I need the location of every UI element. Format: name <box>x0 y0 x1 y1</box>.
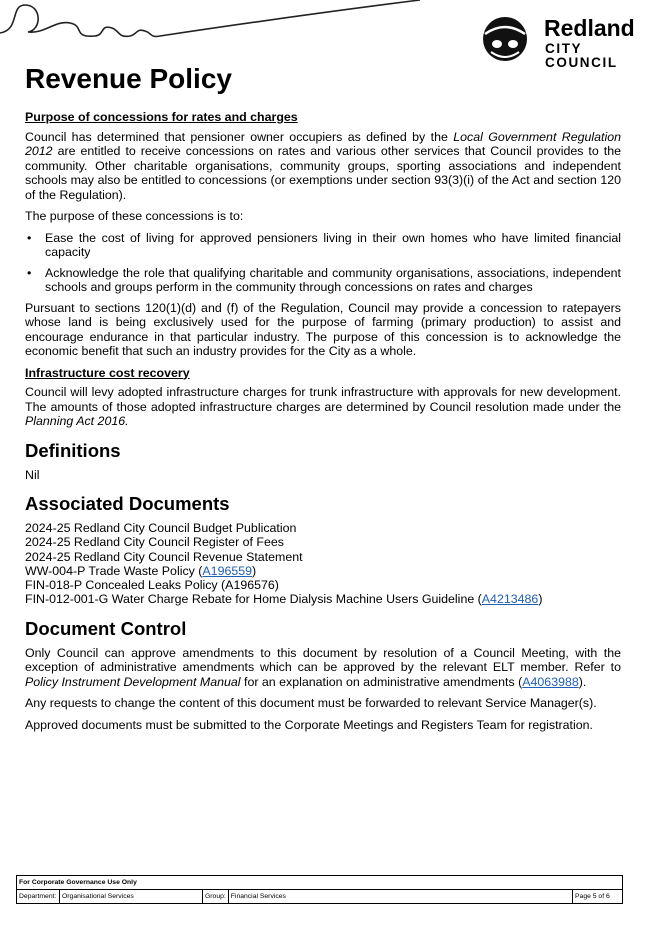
logo-subtitle: CITY COUNCIL <box>545 41 618 70</box>
concessions-heading: Purpose of concessions for rates and charges <box>25 110 298 124</box>
document-title: FIN-012-001-G Water Charge Rebate for Home Dialysis Machine Users Guideline ( <box>25 592 482 607</box>
infrastructure-heading: Infrastructure cost recovery <box>25 365 190 380</box>
text-span: Council will levy adopted infrastructure charges for trunk infrastructure with approvals for new development. The amounts of those adopted infrastructure charges are determined by Council resolution made under the <box>25 385 621 414</box>
associated-documents-heading: Associated Documents <box>25 493 230 514</box>
document-title: 2024-25 Redland City Council Register of Fees <box>25 535 284 550</box>
text-span: ) <box>252 563 257 578</box>
text-span: for an explanation on administrative amendments ( <box>240 674 523 689</box>
document-link-a196559[interactable]: A196559 <box>202 563 253 578</box>
table-row <box>17 876 623 890</box>
document-title: WW-004-P Trade Waste Policy ( <box>25 563 203 578</box>
group-label: Group: <box>203 890 229 904</box>
document-link-a4063988[interactable]: A4063988 <box>522 674 579 689</box>
infrastructure-paragraph <box>25 385 621 429</box>
bullet-text: Ease the cost of living for approved pensioners living in their own homes who have limited financial capacity <box>45 230 621 259</box>
document-control-heading: Document Control <box>25 617 187 639</box>
logo-name: Redland <box>544 15 635 41</box>
bullet-icon: • <box>27 230 32 245</box>
list-item <box>25 521 621 535</box>
document-link-a4213486[interactable]: A4213486 <box>481 592 539 607</box>
document-control-paragraph-2: Any requests to change the content of this document must be forwarded to relevant Service Manager(s). <box>25 696 597 711</box>
concessions-paragraph-1 <box>25 130 621 203</box>
list-item <box>25 550 621 564</box>
list-item <box>25 266 621 295</box>
list-item <box>25 231 621 260</box>
document-title: 2024-25 Redland City Council Revenue Statement <box>25 549 303 564</box>
text-span: ) <box>538 592 543 607</box>
document-body <box>25 110 621 739</box>
table-row <box>17 890 623 904</box>
list-item <box>25 564 621 578</box>
definitions-heading: Definitions <box>25 439 121 461</box>
list-item <box>25 535 621 549</box>
department-value: Organisational Services <box>60 890 203 904</box>
page-number: Page 5 of 6 <box>573 890 623 904</box>
bullet-text: Acknowledge the role that qualifying charitable and community organisations, associations, independent schools and groups perform in the community through concessions on rates and charges <box>45 265 621 294</box>
concessions-bullet-list <box>25 231 621 295</box>
regulation-name: Local Government Regulation 2012 <box>25 129 621 158</box>
footer-heading: For Corporate Governance Use Only <box>17 876 623 890</box>
document-title: 2024-25 Redland City Council Budget Publication <box>25 521 297 535</box>
text-span: are entitled to receive concessions on rates and various other services that Council provides to the community. Other charitable organisations, community groups, sporting associations and independent schools may also be entitled to concessions (or exemptions under section 93(3)(i) of the Act and section 120 of the Regulation). <box>25 144 621 202</box>
bullet-icon: • <box>27 265 32 280</box>
associated-documents-list <box>25 521 621 607</box>
definitions-text: Nil <box>25 467 40 482</box>
concessions-paragraph-3: Pursuant to sections 120(1)(d) and (f) of the Regulation, Council may provide a concession to ratepayers whose land is being exclusively used for the purpose of farming (primary production) to assist and encourage endurance in that particular industry. The purpose of this concession is to acknowledge the economic benefit that such an industry provides for the City as a whole. <box>25 300 621 358</box>
document-title: FIN-018-P Concealed Leaks Policy (A196576) <box>25 578 279 593</box>
page-title: Revenue Policy <box>25 63 232 94</box>
list-item <box>25 578 621 592</box>
list-item <box>25 592 621 606</box>
governance-footer-table <box>16 875 623 904</box>
concessions-paragraph-2: The purpose of these concessions is to: <box>25 209 244 223</box>
document-control-paragraph-1 <box>25 646 621 690</box>
manual-name: Policy Instrument Development Manual <box>25 674 241 689</box>
document-control-paragraph-3: Approved documents must be submitted to the Corporate Meetings and Registers Team for registration. <box>25 717 593 732</box>
department-label: Department: <box>17 890 60 904</box>
text-span: Only Council can approve amendments to this document by resolution of a Council Meeting, with the exception of administrative amendments which can be approved by the relevant ELT member. Refer to <box>25 645 621 675</box>
group-value: Financial Services <box>228 890 572 904</box>
act-name: Planning Act 2016. <box>25 414 129 428</box>
text-span: Council has determined that pensioner owner occupiers as defined by the <box>25 129 454 144</box>
text-span: ). <box>578 674 587 689</box>
